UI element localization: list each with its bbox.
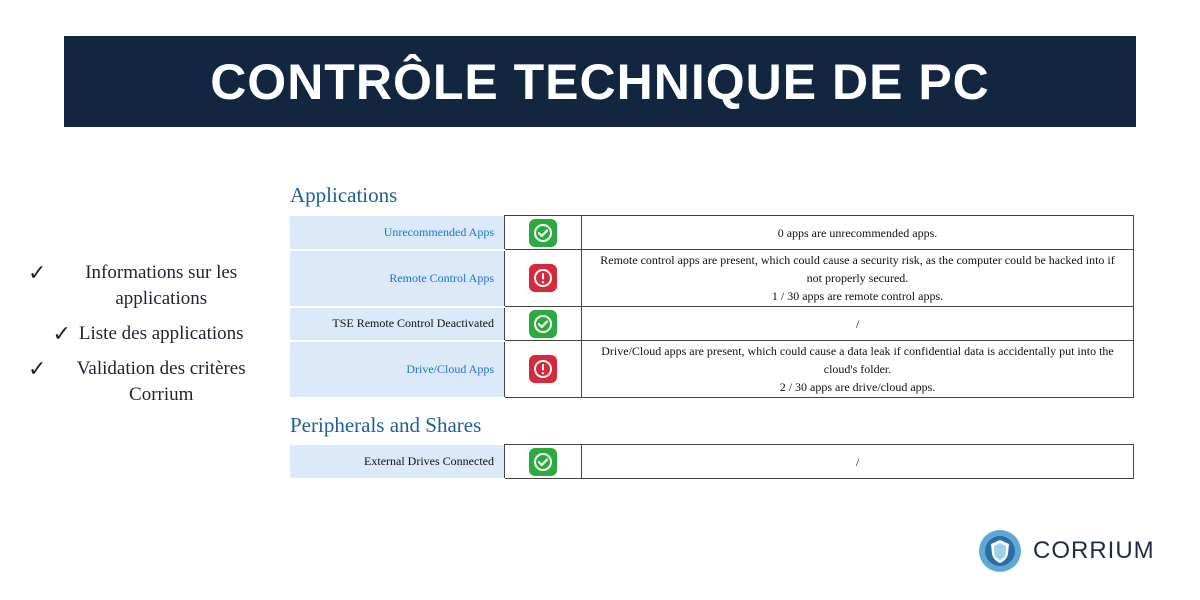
checkmark-icon: ✓ <box>52 321 71 346</box>
page-title: CONTRÔLE TECHNIQUE DE PC <box>210 53 990 110</box>
description-line: / <box>855 316 860 331</box>
applications-table <box>290 215 1134 399</box>
description-line: not properly secured. <box>806 271 909 285</box>
description-cell <box>582 250 1134 307</box>
check-circle-icon <box>529 448 557 476</box>
check-circle-icon <box>529 310 557 338</box>
description-line: / <box>855 454 860 469</box>
checklist-item-label: Informations sur les applications <box>85 262 238 309</box>
peripherals-table <box>290 444 1134 480</box>
checklist-item <box>28 321 268 347</box>
corrium-logo-text: CORRIUM <box>1033 537 1155 564</box>
description-cell <box>582 445 1134 479</box>
description-line: 1 / 30 apps are remote control apps. <box>771 289 944 303</box>
row-label <box>290 307 505 341</box>
row-label <box>290 445 505 479</box>
unrecommended-apps-link[interactable]: Unrecommended Apps <box>383 224 494 239</box>
drive-cloud-apps-link[interactable]: Drive/Cloud Apps <box>406 361 494 376</box>
tse-remote-control-label: TSE Remote Control Deactivated <box>332 316 494 330</box>
external-drives-label: External Drives Connected <box>364 453 494 468</box>
status-cell <box>505 445 582 479</box>
checklist-item <box>28 356 268 408</box>
table-row <box>290 445 1134 479</box>
description-line: 0 apps are unrecommended apps. <box>777 225 938 240</box>
table-row <box>290 216 1134 250</box>
description-cell <box>582 216 1134 250</box>
description-line: Remote control apps are present, which could cause a security risk, as the computer could be hacked into if <box>600 253 1115 267</box>
description-line: Drive/Cloud apps are present, which could cause a data leak if confidential data is accidentally put into the <box>601 344 1114 358</box>
checkmark-icon: ✓ <box>28 260 47 285</box>
row-label <box>290 341 505 398</box>
status-cell <box>505 341 582 398</box>
description-cell <box>582 341 1134 398</box>
table-row <box>290 250 1134 307</box>
description-cell <box>582 307 1134 341</box>
section-title-applications: Applications <box>290 183 398 207</box>
checklist-item <box>28 260 268 312</box>
check-circle-icon <box>529 219 557 247</box>
checkmark-icon: ✓ <box>28 356 47 381</box>
status-cell <box>505 216 582 250</box>
table-row <box>290 341 1134 398</box>
row-label <box>290 216 505 250</box>
checklist-item-label: Liste des applications <box>78 323 244 344</box>
feature-checklist <box>28 260 268 417</box>
description-line: cloud's folder. <box>823 362 892 376</box>
description-line: 2 / 30 apps are drive/cloud apps. <box>779 380 936 394</box>
status-cell <box>505 307 582 341</box>
corrium-logo <box>977 528 1155 574</box>
warning-icon <box>529 355 557 383</box>
warning-icon <box>529 264 557 292</box>
checklist-item-label: Validation des critères Corrium <box>76 358 246 405</box>
title-banner <box>64 36 1136 127</box>
status-cell <box>505 250 582 307</box>
remote-control-apps-link[interactable]: Remote Control Apps <box>389 270 494 285</box>
row-label <box>290 250 505 307</box>
section-title-peripherals: Peripherals and Shares <box>290 413 482 437</box>
corrium-logo-icon <box>977 528 1023 574</box>
table-row <box>290 307 1134 341</box>
